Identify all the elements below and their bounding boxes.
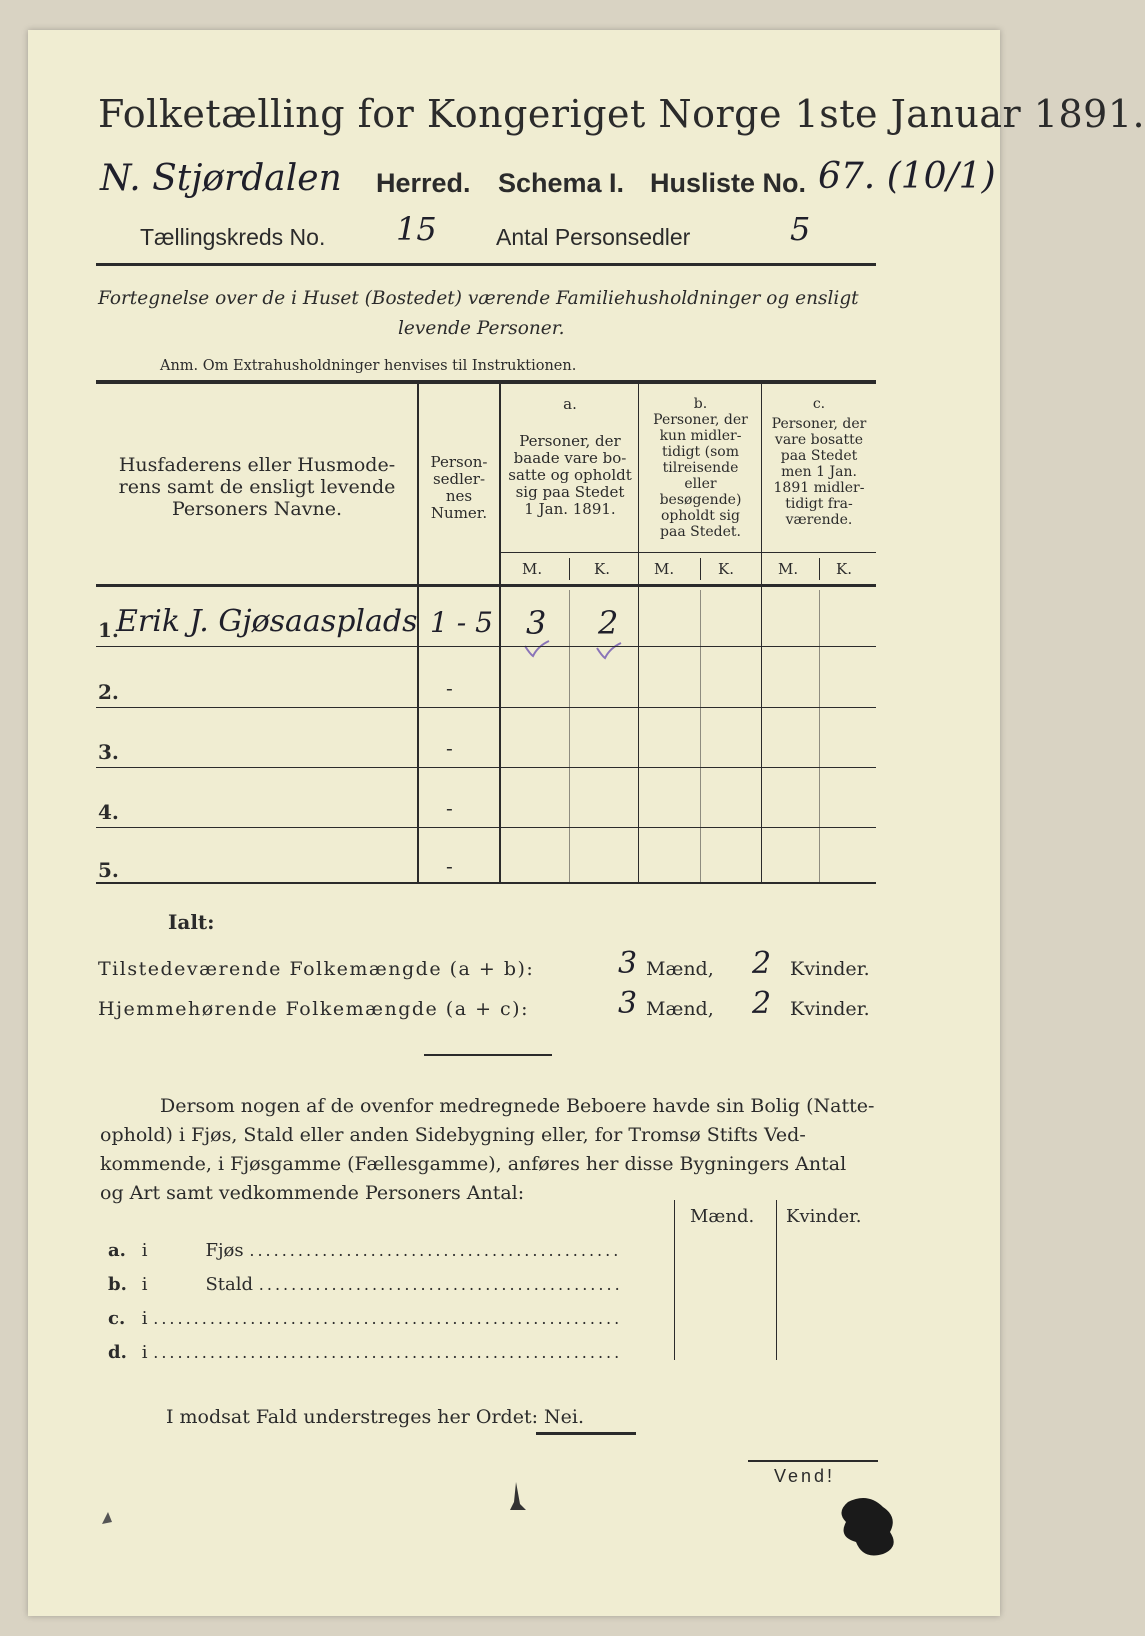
vend-label: Vend!	[774, 1466, 836, 1486]
row-number: 4.	[98, 800, 119, 824]
hjemme-maend-value: 3	[618, 986, 638, 1021]
col-header-b-line: opholdt sig	[661, 508, 740, 524]
col-header-name	[98, 454, 416, 520]
table-row	[28, 830, 1000, 882]
row-a-m: 3	[526, 604, 547, 642]
col-header-a	[502, 396, 638, 518]
intro-line-1: Fortegnelse over de i Huset (Bostedet) værende Familiehusholdninger og ensligt	[98, 288, 859, 309]
buildings-paragraph	[100, 1092, 880, 1208]
dot-leader: ..........................................................	[153, 1309, 623, 1328]
husliste-value: 67. (10/1)	[818, 156, 996, 197]
building-row	[108, 1274, 668, 1295]
tilstede-label: Tilstedeværende Folkemængde (a + b):	[98, 958, 535, 980]
paragraph-line: ophold) i Fjøs, Stald eller anden Sidebygning eller, for Tromsø Stifts Ved-	[100, 1124, 806, 1146]
table-row	[28, 710, 1000, 770]
mk-divider-c	[819, 558, 820, 580]
hjemme-label: Hjemmehørende Folkemængde (a + c):	[98, 998, 529, 1020]
k-label-c: K.	[836, 560, 852, 578]
ink-mark-icon	[506, 1480, 528, 1514]
building-row	[108, 1342, 668, 1363]
row-number: 2.	[98, 680, 119, 704]
herred-label: Herred.	[376, 168, 471, 198]
herred-value: N. Stjørdalen	[100, 158, 342, 199]
maend-label: Mænd,	[646, 958, 714, 980]
section-divider	[424, 1054, 552, 1056]
maend-label: Mænd,	[646, 998, 714, 1020]
table-row	[28, 590, 1000, 650]
table-row	[28, 650, 1000, 710]
k-label-b: K.	[718, 560, 734, 578]
building-i: i	[141, 1342, 148, 1363]
tilstede-kvinder-value: 2	[752, 946, 772, 981]
building-letter: d.	[108, 1342, 127, 1363]
col-header-num-line: Numer.	[430, 504, 488, 522]
building-i: i	[141, 1308, 148, 1329]
row-a-k: 2	[598, 604, 619, 642]
col-header-c-line: værende.	[785, 512, 853, 528]
anm-note: Anm. Om Extrahusholdninger henvises til Instruktionen.	[160, 358, 577, 374]
col-header-b-line: eller	[684, 476, 717, 492]
row-num: -	[446, 736, 453, 760]
row-rule	[96, 707, 876, 708]
paragraph-line: Dersom nogen af de ovenfor medregnede Beboere havde sin Bolig (Natte-	[160, 1095, 875, 1117]
col-header-b-line: paa Stedet.	[660, 524, 741, 540]
mk-rule	[501, 552, 876, 553]
buildings-col-divider	[674, 1200, 675, 1360]
table-row	[28, 770, 1000, 830]
row-num: 1 - 5	[430, 606, 493, 639]
m-label-b: M.	[654, 560, 675, 578]
antal-value: 5	[790, 210, 811, 248]
dot-leader: ..............................................	[249, 1241, 622, 1260]
row-number: 3.	[98, 740, 119, 764]
building-i: i	[141, 1240, 148, 1261]
vend-rule	[748, 1460, 878, 1462]
row-num: -	[446, 796, 453, 820]
col-header-b-line: tilreisende	[662, 460, 739, 476]
col-header-b-letter: b.	[693, 396, 708, 412]
mk-divider-a	[569, 558, 570, 580]
m-label-c: M.	[778, 560, 799, 578]
kvinder-label: Kvinder.	[790, 998, 870, 1020]
kreds-value: 15	[396, 210, 437, 248]
kvinder-label: Kvinder.	[790, 958, 870, 980]
husliste-label: Husliste No.	[650, 168, 807, 198]
building-row	[108, 1240, 668, 1261]
col-kvinder-label: Kvinder.	[786, 1206, 862, 1227]
ialt-label: Ialt:	[168, 910, 215, 934]
paragraph-line: kommende, i Fjøsgamme (Fællesgamme), anføres her disse Bygningers Antal	[100, 1153, 847, 1175]
col-header-c-line: 1891 midler-	[773, 480, 865, 496]
m-label-a: M.	[522, 560, 543, 578]
row-rule	[96, 827, 876, 828]
col-header-b-line: besøgende)	[659, 492, 742, 508]
col-header-c-line: vare bosatte	[774, 432, 864, 448]
header-rule	[96, 263, 876, 266]
nei-line: I modsat Fald understreges her Ordet: Nei.	[166, 1406, 585, 1428]
dot-leader: ..........................................................	[153, 1343, 623, 1362]
row-name: Erik J. Gjøsaasplads	[116, 604, 418, 639]
table-top-rule	[96, 380, 876, 384]
dot-leader: .............................................	[258, 1275, 623, 1294]
building-name: Stald	[205, 1274, 254, 1295]
col-header-b-line: tidigt (som	[662, 444, 739, 460]
row-num: -	[446, 854, 453, 878]
col-header-c-line: men 1 Jan.	[781, 464, 857, 480]
row-num: -	[446, 676, 453, 700]
row-rule	[96, 646, 876, 647]
tilstede-maend-value: 3	[618, 946, 638, 981]
row-number: 5.	[98, 858, 119, 882]
col-header-b	[640, 396, 761, 540]
col-header-c-line: Personer, der	[771, 416, 867, 432]
col-header-num-line: Person-	[430, 453, 488, 471]
table-bottom-rule	[96, 882, 876, 884]
building-letter: b.	[108, 1274, 127, 1295]
nei-underline	[536, 1432, 636, 1435]
col-header-num-line: nes	[445, 487, 473, 505]
col-header-num	[420, 454, 498, 522]
building-letter: c.	[108, 1308, 126, 1329]
col-header-c	[763, 396, 875, 528]
k-label-a: K.	[594, 560, 610, 578]
col-header-c-line: paa Stedet	[780, 448, 858, 464]
census-form	[28, 30, 1145, 1616]
kreds-label: Tællingskreds No.	[140, 224, 326, 250]
building-i: i	[141, 1274, 148, 1295]
form-title: Folketælling for Kongeriget Norge 1ste Januar 1891.	[98, 92, 1145, 136]
antal-label: Antal Personsedler	[496, 224, 691, 250]
col-header-num-line: sedler-	[432, 470, 486, 488]
col-maend-label: Mænd.	[690, 1206, 755, 1227]
ink-mark-icon	[98, 1508, 118, 1528]
building-letter: a.	[108, 1240, 126, 1261]
paragraph-line: og Art samt vedkommende Personers Antal:	[100, 1182, 525, 1204]
col-header-a-letter: a.	[563, 395, 577, 413]
col-header-a-line: satte og opholdt	[508, 466, 632, 484]
ink-blot-icon	[828, 1492, 908, 1562]
col-header-c-line: tidigt fra-	[785, 496, 853, 512]
col-header-a-line: Personer, der	[519, 432, 621, 450]
col-header-a-line: 1 Jan. 1891.	[524, 500, 616, 518]
table-header-rule	[96, 584, 876, 587]
col-header-name-line: rens samt de ensligt levende	[118, 476, 396, 498]
col-header-c-letter: c.	[812, 396, 826, 412]
col-header-name-line: Husfaderens eller Husmode-	[118, 454, 396, 476]
col-header-a-line: baade vare bo-	[513, 449, 627, 467]
col-header-name-line: Personers Navne.	[171, 498, 342, 520]
building-name: Fjøs	[205, 1240, 244, 1261]
col-header-b-line: kun midler-	[659, 428, 742, 444]
col-header-a-line: sig paa Stedet	[515, 483, 625, 501]
buildings-col-divider	[776, 1200, 777, 1360]
row-number: 1.	[98, 618, 119, 642]
intro-line-2: levende Personer.	[398, 318, 565, 339]
hjemme-kvinder-value: 2	[752, 986, 772, 1021]
col-header-b-line: Personer, der	[653, 412, 748, 428]
mk-divider-b	[700, 558, 701, 580]
building-row	[108, 1308, 668, 1329]
row-rule	[96, 767, 876, 768]
schema-label: Schema I.	[498, 168, 625, 198]
